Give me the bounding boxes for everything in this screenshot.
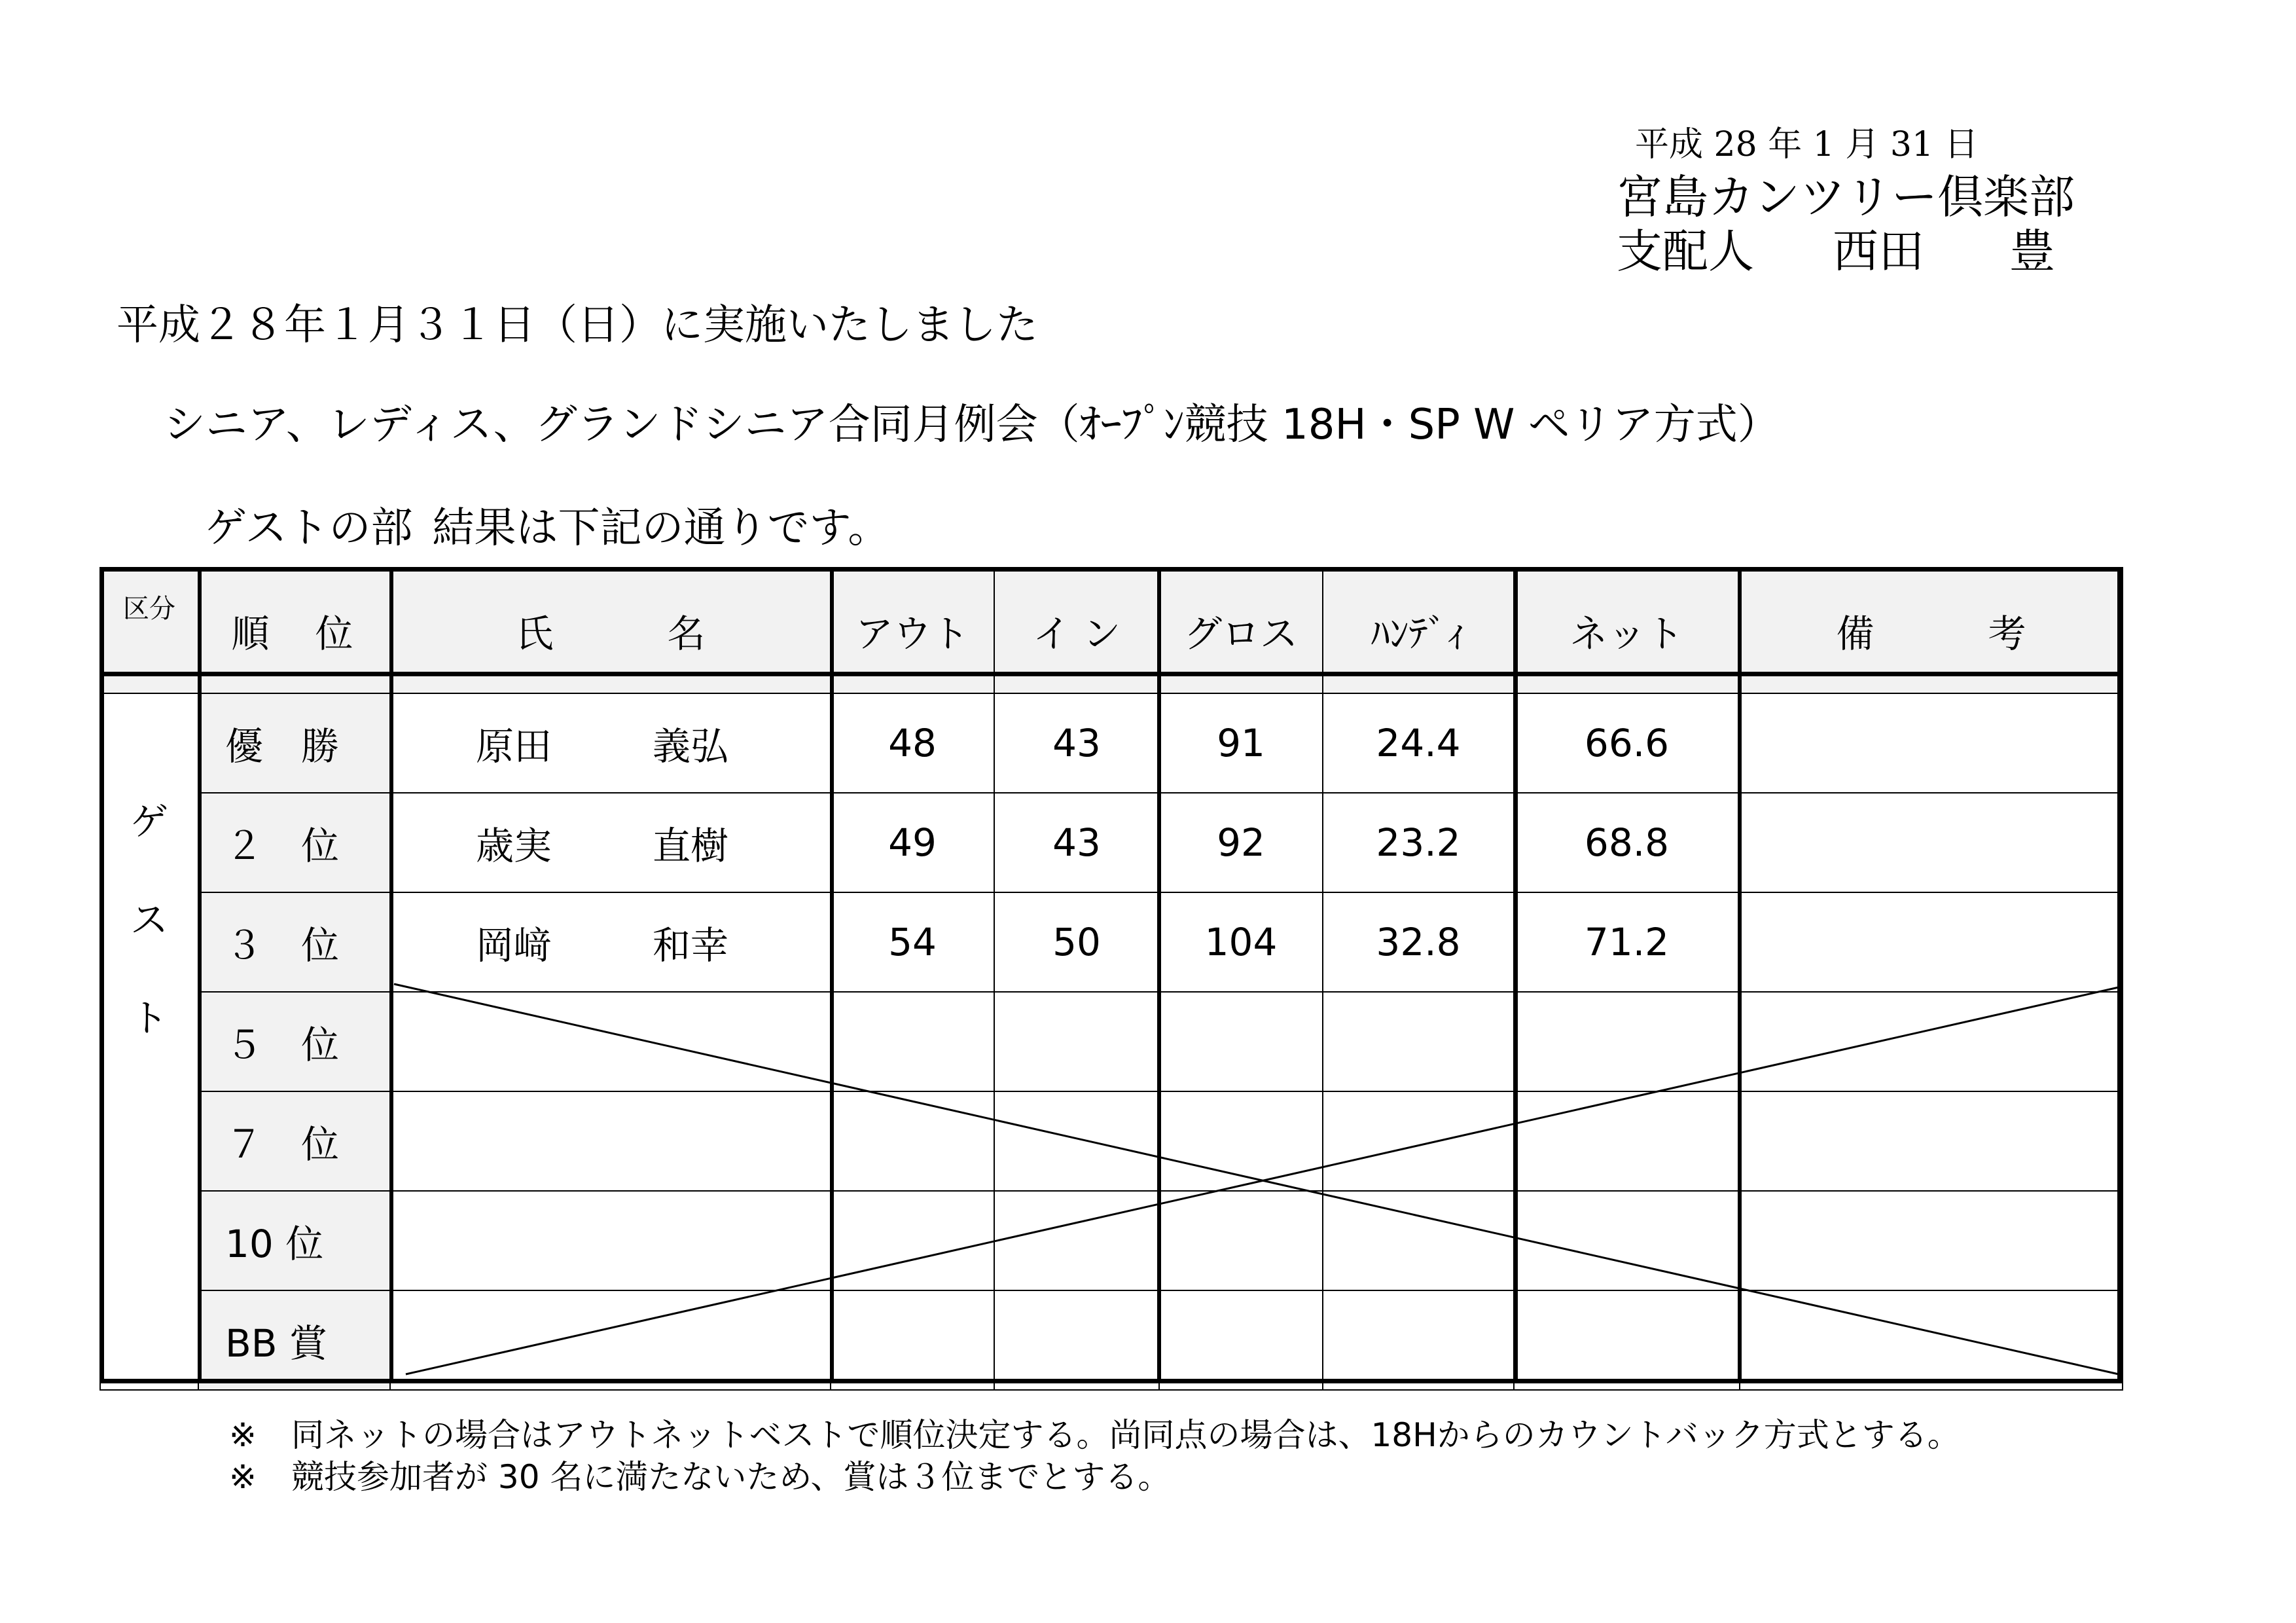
net-score	[1514, 1091, 1740, 1191]
net-score	[1514, 992, 1740, 1091]
header-in: イ ン	[994, 568, 1159, 693]
player-name	[390, 1290, 831, 1390]
section-label: ゲストの部	[205, 504, 413, 553]
header-kubun: 区分	[100, 568, 198, 693]
net-score: 71.2	[1514, 892, 1740, 992]
player-name	[390, 1091, 831, 1191]
net-score	[1514, 1290, 1740, 1390]
manager-title: 支配人	[1617, 225, 1754, 278]
results-note: 結果は下記の通りです。	[432, 504, 890, 553]
out-score	[831, 1191, 994, 1290]
table-row	[100, 1091, 2123, 1191]
note-1: ※ 同ネットの場合はアウトネットベストで順位決定する。尚同点の場合は、18Hからのカウントバック方式とする。	[229, 1416, 1960, 1454]
manager-line	[1617, 215, 2055, 281]
remarks	[1740, 1191, 2123, 1290]
table-row	[100, 793, 2123, 892]
gross-score	[1159, 992, 1323, 1091]
note-2: ※ 競技参加者が 30 名に満たないため、賞は３位までとする。	[229, 1458, 1171, 1496]
header-handicap: ﾊﾝﾃﾞｨ	[1323, 568, 1514, 693]
player-name: 原田 義弘	[390, 693, 831, 793]
remarks	[1740, 892, 2123, 992]
remarks	[1740, 1290, 2123, 1390]
handicap	[1323, 992, 1514, 1091]
remarks	[1740, 1091, 2123, 1191]
player-name	[390, 1191, 831, 1290]
results-table	[99, 567, 2123, 1391]
in-score: 50	[994, 892, 1159, 992]
table-row	[100, 992, 2123, 1091]
club-name: 宮島カンツリー倶楽部	[1617, 170, 2075, 224]
out-score: 49	[831, 793, 994, 892]
remarks	[1740, 992, 2123, 1091]
handicap	[1323, 1091, 1514, 1191]
net-score: 66.6	[1514, 693, 1740, 793]
out-score	[831, 1290, 994, 1390]
document-date: 平成 28 年 1 月 31 日	[1635, 125, 1979, 164]
gross-score: 91	[1159, 693, 1323, 793]
remarks	[1740, 693, 2123, 793]
player-name	[390, 992, 831, 1091]
intro-line-2: シニア、レディス、グランドシニア合同月例会（ｵｰﾌﾟﾝ競技 18H・SP W ペリア方式）	[164, 401, 1780, 449]
handicap: 32.8	[1323, 892, 1514, 992]
gross-score	[1159, 1191, 1323, 1290]
header-net: ネット	[1514, 568, 1740, 693]
table-row	[100, 693, 2123, 793]
out-score	[831, 992, 994, 1091]
manager-given-name: 豊	[2009, 225, 2055, 278]
header-name: 氏 名	[390, 568, 831, 693]
rank-cell: ７ 位	[198, 1091, 390, 1191]
intro-line-1: 平成２８年１月３１日（日）に実施いたしました	[117, 301, 1038, 350]
rank-cell: 優 勝	[198, 693, 390, 793]
gross-score	[1159, 1091, 1323, 1191]
category-guest: ゲ ス ト	[100, 693, 198, 1390]
out-score	[831, 1091, 994, 1191]
in-score	[994, 992, 1159, 1091]
header-rank: 順 位	[198, 568, 390, 693]
in-score	[994, 1290, 1159, 1390]
gross-score: 92	[1159, 793, 1323, 892]
gross-score: 104	[1159, 892, 1323, 992]
in-score: 43	[994, 693, 1159, 793]
rank-cell: ２ 位	[198, 793, 390, 892]
table-row	[100, 1191, 2123, 1290]
net-score: 68.8	[1514, 793, 1740, 892]
handicap	[1323, 1191, 1514, 1290]
manager-surname: 西田	[1833, 225, 1924, 278]
remarks	[1740, 793, 2123, 892]
rank-cell: ５ 位	[198, 992, 390, 1091]
in-score	[994, 1191, 1159, 1290]
intro-line-3	[205, 494, 889, 555]
handicap: 24.4	[1323, 693, 1514, 793]
table-header-row	[100, 568, 2123, 693]
rank-cell: BB 賞	[198, 1290, 390, 1390]
gross-score	[1159, 1290, 1323, 1390]
in-score: 43	[994, 793, 1159, 892]
player-name: 岡﨑 和幸	[390, 892, 831, 992]
table-row	[100, 1290, 2123, 1390]
handicap	[1323, 1290, 1514, 1390]
header-remarks: 備 考	[1740, 568, 2123, 693]
header-gross: グロス	[1159, 568, 1323, 693]
player-name: 歳実 直樹	[390, 793, 831, 892]
header-out: アウト	[831, 568, 994, 693]
notes	[229, 1414, 1960, 1498]
net-score	[1514, 1191, 1740, 1290]
out-score: 48	[831, 693, 994, 793]
rank-cell: 10 位	[198, 1191, 390, 1290]
handicap: 23.2	[1323, 793, 1514, 892]
table-row	[100, 892, 2123, 992]
rank-cell: ３ 位	[198, 892, 390, 992]
in-score	[994, 1091, 1159, 1191]
out-score: 54	[831, 892, 994, 992]
